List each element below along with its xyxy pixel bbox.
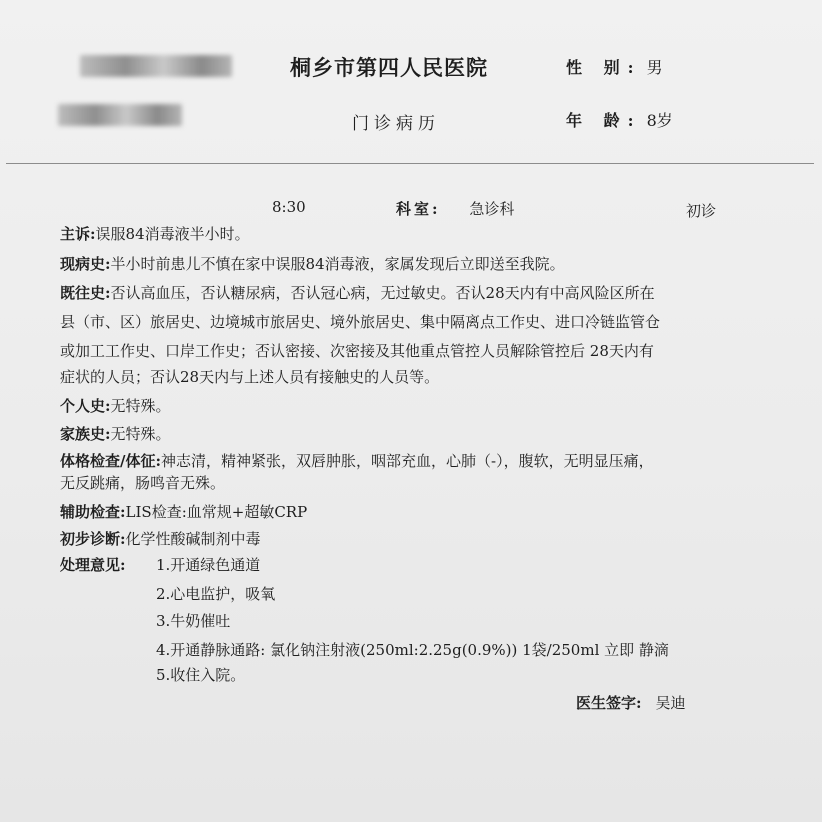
department-label: 科室:: [396, 200, 441, 218]
gender-field: [566, 55, 663, 78]
past-history-line: 或加工工作史、口岸工作史；否认密接、次密接及其他重点管控人员解除管控后 28天内有: [60, 342, 654, 360]
present-illness-text: 半小时前患儿不慎在家中误服84消毒液，家属发现后立即送至我院。: [110, 255, 565, 273]
age-label: 年 龄:: [566, 111, 642, 130]
treatment-item: 1.开通绿色通道: [156, 556, 261, 574]
family-history-text: 无特殊。: [110, 425, 171, 443]
personal-history: [60, 393, 806, 419]
past-history-line: 症状的人员；否认28天内与上述人员有接触史的人员等。: [60, 368, 440, 386]
visit-type: 初诊: [686, 202, 717, 220]
personal-history-label: 个人史:: [60, 397, 111, 415]
past-history-label: 既往史:: [60, 284, 111, 302]
treatment-item: 2.心电监护，吸氧: [156, 585, 276, 603]
auxiliary-exam-label: 辅助检查:: [60, 503, 126, 521]
present-illness: [60, 251, 806, 277]
department-field: [396, 198, 514, 219]
physical-exam-line: 无反跳痛，肠鸣音无殊。: [60, 474, 226, 492]
past-history: [60, 280, 806, 306]
auxiliary-exam-text: LIS检查:血常规+超敏CRP: [125, 503, 308, 521]
header-divider: [6, 163, 814, 164]
preliminary-diagnosis: [60, 526, 806, 552]
present-illness-label: 现病史:: [60, 255, 111, 273]
treatment-item: 3.牛奶催吐: [156, 612, 231, 630]
family-history: [60, 421, 806, 447]
age-value: 8岁: [646, 111, 673, 130]
hospital-name: 桐乡市第四人民医院: [290, 55, 488, 80]
chief-complaint-text: 误服84消毒液半小时。: [95, 225, 250, 243]
redacted-name-block: [80, 55, 232, 77]
department-value: 急诊科: [469, 200, 515, 218]
redacted-id-block: [58, 104, 182, 126]
chief-complaint-label: 主诉:: [60, 225, 96, 243]
gender-value: 男: [646, 58, 663, 77]
diagnosis-label: 初步诊断:: [60, 530, 126, 548]
diagnosis-text: 化学性酸碱制剂中毒: [125, 530, 261, 548]
doctor-signature: [576, 692, 686, 713]
visit-time: 8:30: [272, 198, 306, 216]
record-type-title: 门诊病历: [352, 114, 440, 134]
physical-exam-label: 体格检查/体征:: [60, 452, 162, 470]
doctor-name: 吴迪: [655, 694, 686, 712]
age-field: [566, 108, 673, 131]
chief-complaint: [60, 221, 806, 247]
auxiliary-exam: [60, 499, 806, 525]
doctor-signature-label: 医生签字:: [576, 694, 642, 712]
treatment-item: 5.收住入院。: [156, 666, 246, 684]
treatment-item: 4.开通静脉通路: 氯化钠注射液(250ml:2.25g(0.9%)) 1袋/250ml 立即 静滴: [156, 641, 669, 659]
treatment-plan-label: 处理意见:: [60, 556, 126, 574]
family-history-label: 家族史:: [60, 425, 111, 443]
physical-exam-line: 神志清，精神紧张，双唇肿胀，咽部充血，心肺（-），腹软，无明显压痛，: [161, 452, 654, 470]
past-history-line: 否认高血压，否认糖尿病，否认冠心病，无过敏史。否认28天内有中高风险区所在: [110, 284, 655, 302]
past-history-line: 县（市、区）旅居史、边境城市旅居史、境外旅居史、集中隔离点工作史、进口冷链监管仓: [60, 313, 661, 331]
gender-label: 性 别:: [566, 58, 642, 77]
personal-history-text: 无特殊。: [110, 397, 171, 415]
